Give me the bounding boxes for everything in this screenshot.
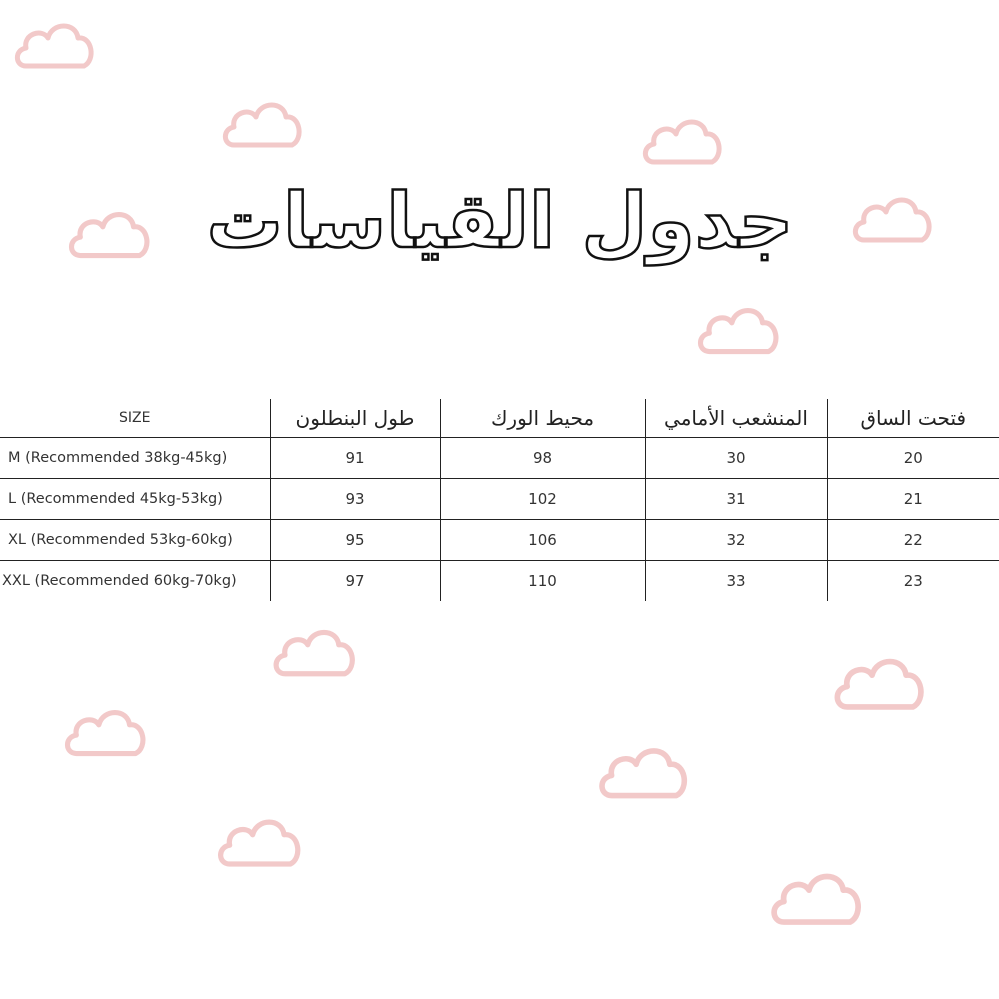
header-front-crotch: المنشعب الأمامي (645, 399, 827, 438)
size-chart-table (0, 399, 999, 601)
cell-hip: 106 (440, 520, 645, 561)
cell-hip: 110 (440, 561, 645, 602)
cloud-decoration (768, 860, 866, 934)
header-hip: محيط الورك (440, 399, 645, 438)
cell-front-crotch: 32 (645, 520, 827, 561)
cloud-decoration (220, 90, 306, 156)
cell-front-crotch: 30 (645, 438, 827, 479)
header-size: SIZE (0, 399, 270, 438)
cell-size: XL (Recommended 53kg-60kg) (0, 520, 270, 561)
cell-front-crotch: 33 (645, 561, 827, 602)
cell-leg-opening: 21 (827, 479, 999, 520)
cell-pants-length: 93 (270, 479, 440, 520)
cloud-decoration (596, 732, 692, 810)
table-row (0, 561, 999, 602)
cell-pants-length: 95 (270, 520, 440, 561)
cell-leg-opening: 23 (903, 572, 923, 590)
table-row (0, 520, 999, 561)
cell-leg-opening: 20 (827, 438, 999, 479)
cloud-decoration (270, 620, 360, 682)
cell-size: XXL (Recommended 60kg-70kg) (0, 561, 270, 602)
cell-hip: 102 (440, 479, 645, 520)
cell-leg-opening: 22 (827, 520, 999, 561)
table-header-row (0, 399, 999, 438)
cloud-decoration (215, 808, 305, 874)
cloud-decoration (830, 648, 930, 716)
cell-front-crotch: 31 (645, 479, 827, 520)
cell-hip: 98 (440, 438, 645, 479)
header-pants-length: طول البنطلون (270, 399, 440, 438)
cell-pants-length: 91 (270, 438, 440, 479)
table-row (0, 438, 999, 479)
header-leg-opening: فتحت الساق (827, 399, 999, 438)
cloud-decoration (12, 14, 98, 74)
cloud-decoration (62, 696, 150, 766)
cloud-decoration (695, 296, 783, 362)
table-row (0, 479, 999, 520)
cloud-decoration (66, 200, 154, 266)
page-title: جدول القياسات (206, 176, 794, 265)
cloud-decoration (850, 185, 936, 251)
cloud-decoration (638, 110, 728, 170)
cell-pants-length: 97 (270, 561, 440, 602)
cell-size: M (Recommended 38kg-45kg) (0, 438, 270, 479)
cell-size: L (Recommended 45kg-53kg) (0, 479, 270, 520)
